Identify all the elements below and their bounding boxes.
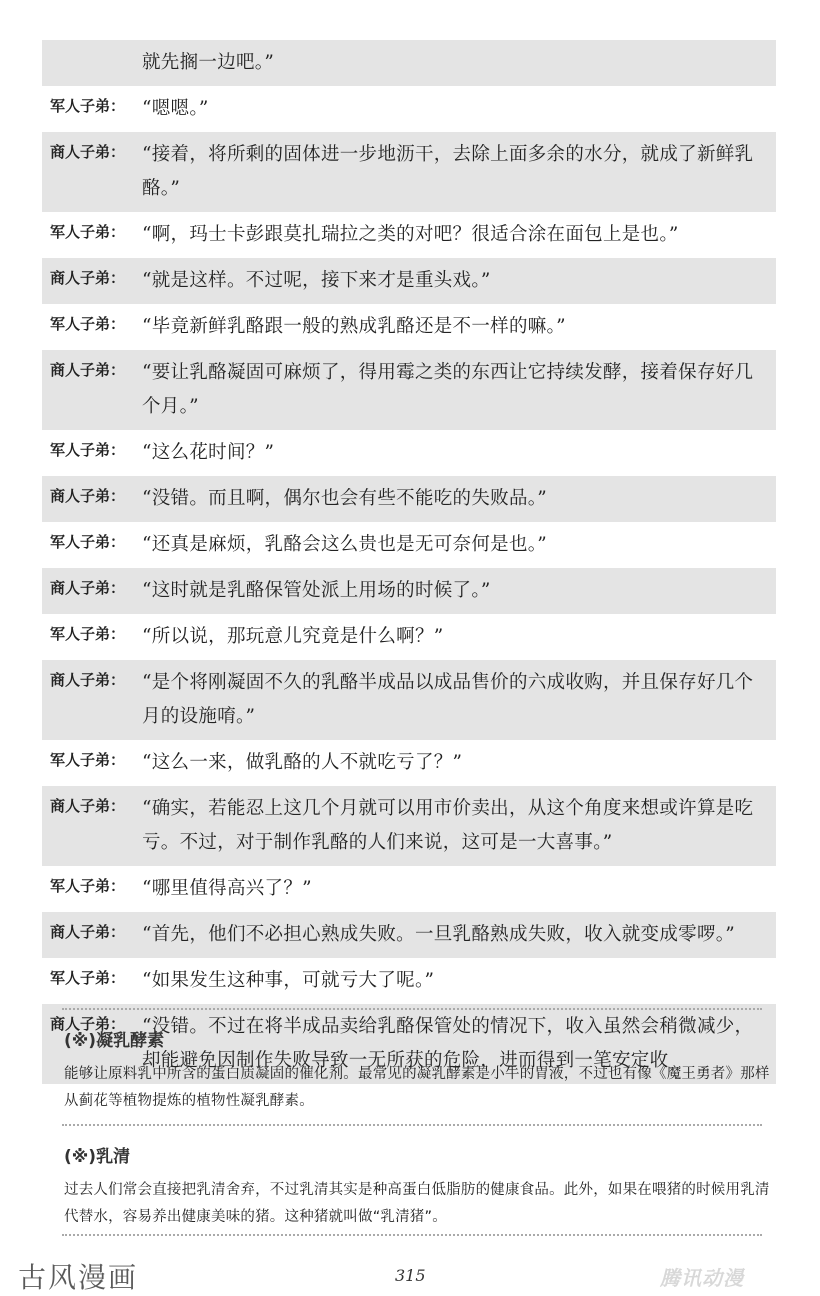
speaker-label: 商人子弟： — [50, 671, 126, 689]
footnote-title: (※)乳清 — [64, 1147, 131, 1167]
dialogue-row — [42, 258, 776, 304]
dialogue-row — [42, 304, 776, 350]
footnote-body: 能够让原料乳中所含的蛋白质凝固的催化剂。最常见的凝乳酵素是小牛的胃液，不过也有像《魔王勇者》那样从蓟花等植物提炼的植物性凝乳酵素。 — [64, 1066, 770, 1109]
speaker-label: 商人子弟： — [50, 579, 126, 597]
speaker-label: 商人子弟： — [50, 923, 126, 941]
dialogue-row — [42, 786, 776, 866]
dialogue-row — [42, 350, 776, 430]
dialogue-line: 就先搁一边吧。” — [142, 52, 275, 73]
dialogue-row — [42, 476, 776, 522]
dialogue-row — [42, 740, 776, 786]
speaker-label — [42, 46, 142, 49]
footnote-divider — [62, 1008, 762, 1010]
dialogue-row — [42, 522, 776, 568]
dialogue-line: “没错。而且啊，偶尔也会有些不能吃的失败品。” — [142, 488, 548, 509]
speaker-label: 商人子弟： — [50, 797, 126, 815]
dialogue-line: “如果发生这种事，可就亏大了呢。” — [142, 970, 435, 991]
publisher-watermark: 腾讯动漫 — [660, 1266, 744, 1290]
dialogue-line: “接着，将所剩的固体进一步地沥干，去除上面多余的水分，就成了新鲜乳酪。” — [142, 144, 754, 199]
source-watermark: 古风漫画 — [18, 1261, 139, 1294]
dialogue-line: “还真是麻烦，乳酪会这么贵也是无可奈何是也。” — [142, 534, 548, 555]
speaker-label: 军人子弟： — [50, 223, 126, 241]
dialogue-line: “这么花时间？” — [142, 442, 275, 463]
dialogue-line: “确实，若能忍上这几个月就可以用市价卖出，从这个角度来想或许算是吃亏。不过，对于制作乳酪的人们来说，这可是一大喜事。” — [142, 798, 754, 853]
dialogue-row — [42, 86, 776, 132]
dialogue-row — [42, 568, 776, 614]
speaker-label: 军人子弟： — [50, 877, 126, 895]
dialogue-row — [42, 660, 776, 740]
dialogue-line: “啊，玛士卡彭跟莫扎瑞拉之类的对吧？很适合涂在面包上是也。” — [142, 224, 679, 245]
speaker-label: 商人子弟： — [50, 361, 126, 379]
dialogue-row — [42, 132, 776, 212]
footnote-divider — [62, 1234, 762, 1236]
speaker-label: 军人子弟： — [50, 625, 126, 643]
dialogue-line: “毕竟新鲜乳酪跟一般的熟成乳酪还是不一样的嘛。” — [142, 316, 566, 337]
dialogue-line: “就是这样。不过呢，接下来才是重头戏。” — [142, 270, 491, 291]
dialogue-line: “是个将刚凝固不久的乳酪半成品以成品售价的六成收购，并且保存好几个月的设施唷。” — [142, 672, 754, 727]
page-number: 315 — [395, 1266, 426, 1285]
speaker-label: 商人子弟： — [50, 487, 126, 505]
footnote-divider — [62, 1124, 762, 1126]
dialogue-line: “首先，他们不必担心熟成失败。一旦乳酪熟成失败，收入就变成零啰。” — [142, 924, 736, 945]
dialogue-row — [42, 866, 776, 912]
dialogue-row — [42, 40, 776, 86]
dialogue-row — [42, 212, 776, 258]
dialogue-line: “嗯嗯。” — [142, 98, 209, 119]
speaker-label: 商人子弟： — [50, 143, 126, 161]
speaker-label: 军人子弟： — [50, 441, 126, 459]
dialogue-row — [42, 912, 776, 958]
dialogue-row — [42, 430, 776, 476]
dialogue-block — [42, 40, 776, 1084]
footnote-whey — [64, 1142, 776, 1231]
footnote-title: (※)凝乳酵素 — [64, 1031, 165, 1051]
speaker-label: 商人子弟： — [50, 1015, 126, 1033]
speaker-label: 军人子弟： — [50, 751, 126, 769]
dialogue-line: “没错。不过在将半成品卖给乳酪保管处的情况下，收入虽然会稍微减少，却能避免因制作失败导致一无所获的危险，进而得到一笔安定收 — [142, 1016, 754, 1071]
dialogue-line: “这时就是乳酪保管处派上用场的时候了。” — [142, 580, 491, 601]
speaker-label: 军人子弟： — [50, 969, 126, 987]
dialogue-row — [42, 958, 776, 1004]
speaker-label: 军人子弟： — [50, 315, 126, 333]
speaker-label: 军人子弟： — [50, 97, 126, 115]
footnote-rennet — [64, 1026, 776, 1115]
dialogue-row — [42, 614, 776, 660]
dialogue-line: “哪里值得高兴了？” — [142, 878, 312, 899]
dialogue-line: “所以说，那玩意儿究竟是什么啊？” — [142, 626, 444, 647]
speaker-label: 军人子弟： — [50, 533, 126, 551]
speaker-label: 商人子弟： — [50, 269, 126, 287]
dialogue-line: “要让乳酪凝固可麻烦了，得用霉之类的东西让它持续发酵，接着保存好几个月。” — [142, 362, 754, 417]
dialogue-line: “这么一来，做乳酪的人不就吃亏了？” — [142, 752, 463, 773]
footnote-body: 过去人们常会直接把乳清舍弃，不过乳清其实是种高蛋白低脂肪的健康食品。此外，如果在喂猪的时候用乳清代替水，容易养出健康美味的猪。这种猪就叫做“乳清猪”。 — [64, 1182, 770, 1225]
